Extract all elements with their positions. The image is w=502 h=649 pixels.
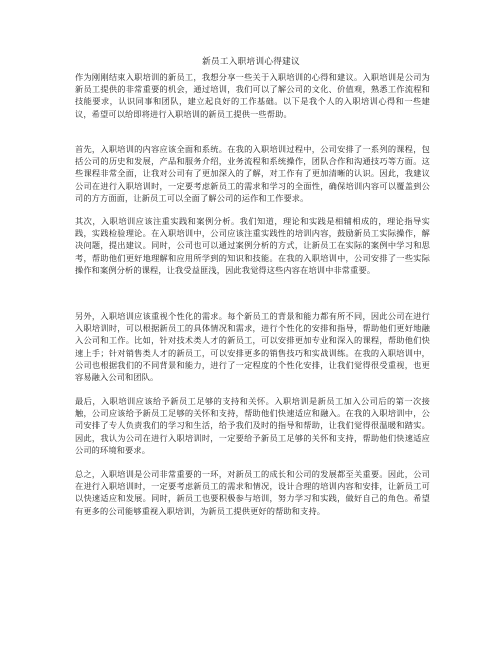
paragraph-support-care: 最后，入职培训应该给予新员工足够的支持和关怀。入职培训是新员工加入公司后的第一次接触，公司应该给予新员工足够的关怀和支持，帮助他们快速适应和融入。在我的入职培训中，公司安排了专人负责我们的学习和生活，给予我们及时的指导和帮助，让我们觉得很温暖和踏实。因此，我认为公司在进行入职培训时，一定要给予新员工足够的关怀和支持，帮助他们快速适应公司的环境和要求。 (75, 396, 430, 455)
document-title: 新员工入职培训心得建议 (202, 57, 300, 67)
paragraph-comprehensive-content: 首先，入职培训的内容应该全面和系统。在我的入职培训过程中，公司安排了一系列的课程，包括公司的历史和发展，产品和服务介绍，业务流程和系统操作，团队合作和沟通技巧等方面。这些课程非常全面，让我对公司有了更加深入的了解，对工作有了更加清晰的认识。因此，我建议公司在进行入职培训时，一定要考虑新员工的需求和学习的全面性，确保培训内容可以覆盖到公司的方方面面，让新员工可以全面了解公司的运作和工作要求。 (75, 144, 430, 203)
paragraph-personalization: 另外，入职培训应该重视个性化的需求。每个新员工的背景和能力都有所不同，因此公司在进行入职培训时，可以根据新员工的具体情况和需求，进行个性化的安排和指导，帮助他们更好地融入公司和工作。比如，针对技术类人才的新员工，可以安排更加专业和深入的课程，帮助他们快速上手；针对销售类人才的新员工，可以安排更多的销售技巧和实战训练。在我的入职培训中，公司也根据我们的不同背景和能力，进行了一定程度的个性化安排，让我们觉得很受重视，也更容易融入公司和团队。 (75, 311, 430, 383)
paragraph-practice-cases: 其次，入职培训应该注重实践和案例分析。我们知道，理论和实践是相辅相成的，理论指导实践，实践检验理论。在入职培训中，公司应该注重实践性的培训内容，鼓励新员工实际操作，解决问题，提出建议。同时，公司也可以通过案例分析的方式，让新员工在实际的案例中学习和思考，帮助他们更好地理解和应用所学到的知识和技能。在我的入职培训中，公司安排了一些实际操作和案例分析的课程，让我受益匪浅，因此我觉得这些内容在培训中非常重要。 (75, 216, 430, 275)
paragraph-intro: 作为刚刚结束入职培训的新员工，我想分享一些关于入职培训的心得和建议。入职培训是公司为新员工提供的非常重要的机会，通过培训，我们可以了解公司的文化、价值观，熟悉工作流程和技能要求，认识同事和团队，建立起良好的工作基础。以下是我个人的入职培训心得和一些建议，希望可以给即将进行入职培训的新员工提供一些帮助。 (75, 72, 430, 119)
paragraph-conclusion: 总之，入职培训是公司非常重要的一环，对新员工的成长和公司的发展都至关重要。因此，公司在进行入职培训时，一定要考虑新员工的需求和情况，设计合理的培训内容和安排，让新员工可以快速适应和发展。同时，新员工也要积极参与培训，努力学习和实践，做好自己的角色。希望有更多的公司能够重视入职培训，为新员工提供更好的帮助和支持。 (75, 469, 430, 516)
